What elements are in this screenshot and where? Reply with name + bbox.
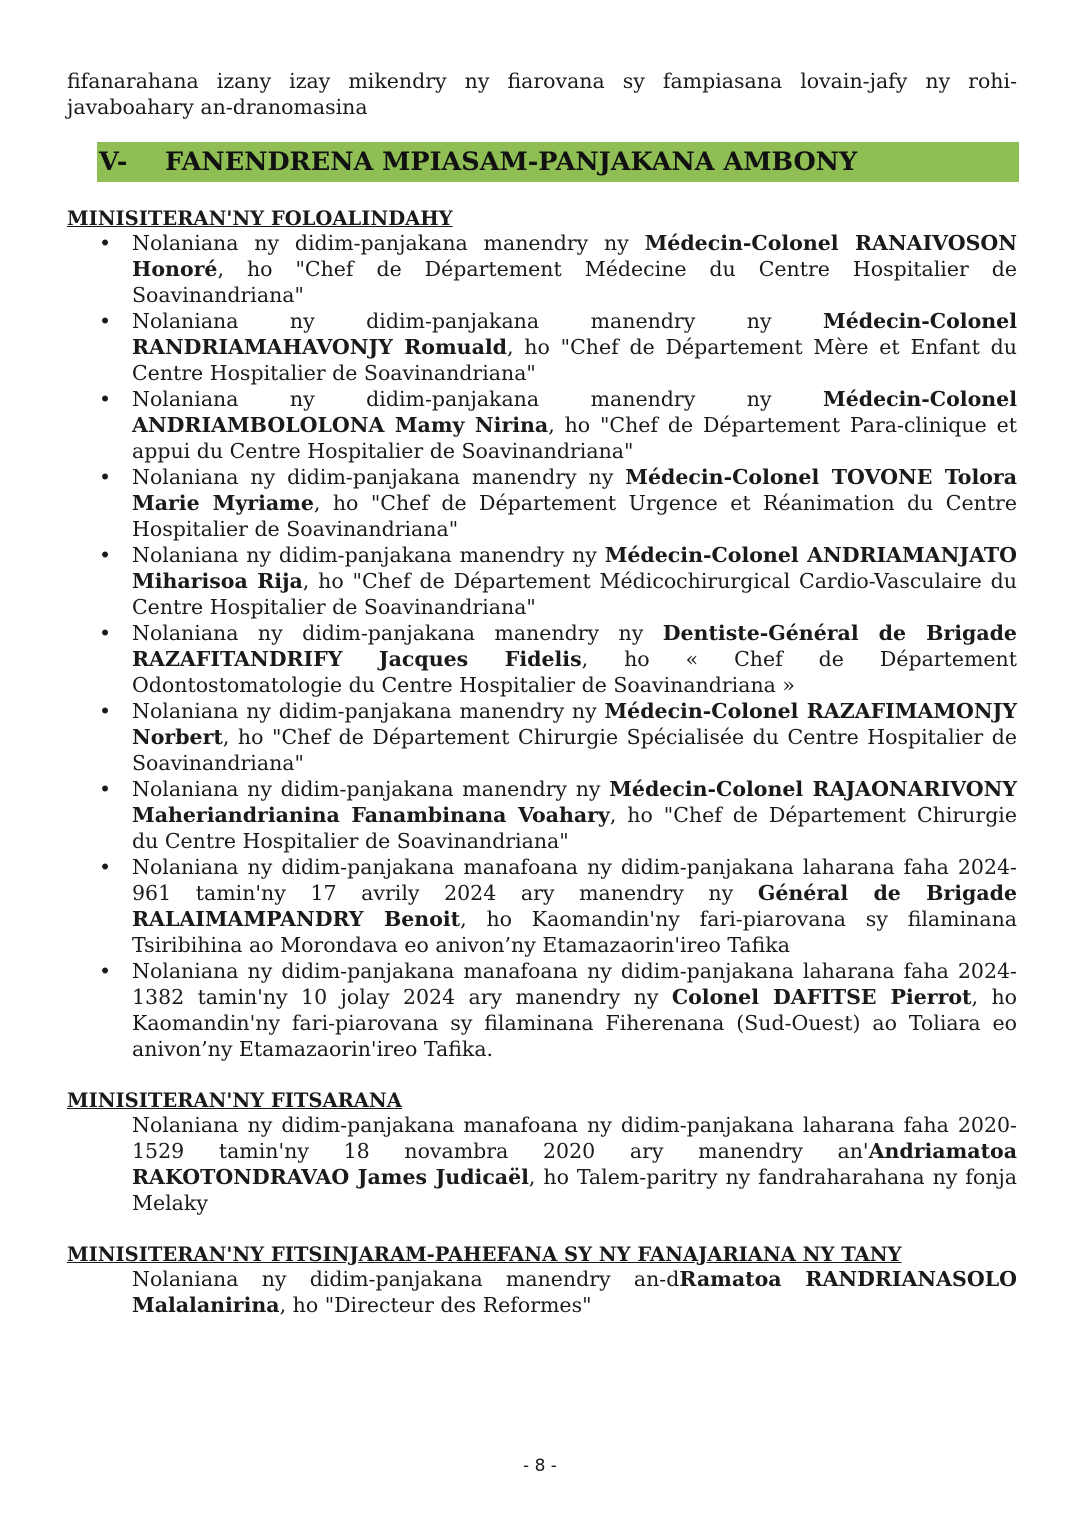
section-number: V- bbox=[99, 147, 128, 177]
ministry-heading: MINISITERAN'NY FOLOALINDAHY bbox=[67, 207, 453, 230]
list-item: • Nolaniana ny didim-panjakana manendry ny Médecin-Colonel RANDRIAMAHAVONJY Romuald, ho "Chef de Département Mère et Enfant du Centre Hospitalier de Soavinandriana" bbox=[132, 308, 1017, 386]
section-title: FANENDRENA MPIASAM-PANJAKANA AMBONY bbox=[165, 147, 858, 177]
ministry-heading: MINISITERAN'NY FITSINJARAM-PAHEFANA SY NY FANAJARIANA NY TANY bbox=[67, 1243, 902, 1266]
list-item: • Nolaniana ny didim-panjakana manendry ny Dentiste-Général de Brigade RAZAFITANDRIFY Jacques Fidelis, ho « Chef de Département Odontostomatologie du Centre Hospitalier de Soavinandriana » bbox=[132, 620, 1017, 698]
ministry-paragraph: Nolaniana ny didim-panjakana manendry an-dRamatoa RANDRIANASOLO Malalanirina, ho "Directeur des Reformes" bbox=[132, 1267, 1017, 1317]
list-item: • Nolaniana ny didim-panjakana manendry ny Médecin-Colonel RAJAONARIVONY Maheriandrianina Fanambinana Voahary, ho "Chef de Département Chirurgie du Centre Hospitalier de Soavinandriana" bbox=[132, 776, 1017, 854]
section-heading bbox=[97, 142, 1019, 182]
list-item: • Nolaniana ny didim-panjakana manafoana ny didim-panjakana laharana faha 2024-1382 tamin'ny 10 jolay 2024 ary manendry ny Colonel DAFITSE Pierrot, ho Kaomandin'ny fari-piarovana sy filaminana Fiherenana (Sud-Ouest) ao Toliara eo anivon’ny Etamazaorin'ireo Tafika. bbox=[132, 958, 1017, 1062]
ministry-heading: MINISITERAN'NY FITSARANA bbox=[67, 1089, 402, 1112]
document-page bbox=[67, 68, 1017, 1318]
list-item: • Nolaniana ny didim-panjakana manafoana ny didim-panjakana laharana faha 2024-961 tamin'ny 17 avrily 2024 ary manendry ny Général de Brigade RALAIMAMPANDRY Benoit, ho Kaomandin'ny fari-piarovana sy filaminana Tsiribihina ao Morondava eo anivon’ny Etamazaorin'ireo Tafika bbox=[132, 854, 1017, 958]
intro-paragraph: fifanarahana izany izay mikendry ny fiarovana sy fampiasana lovain-jafy ny rohi-javaboahary an-dranomasina bbox=[67, 69, 1017, 119]
ministry-paragraph: Nolaniana ny didim-panjakana manafoana ny didim-panjakana laharana faha 2020-1529 tamin'ny 18 novambra 2020 ary manendry an'Andriamatoa RAKOTONDRAVAO James Judicaël, ho Talem-paritry ny fandraharahana ny fonja Melaky bbox=[132, 1113, 1017, 1215]
list-item: • Nolaniana ny didim-panjakana manendry ny Médecin-Colonel TOVONE Tolora Marie Myriame, ho "Chef de Département Urgence et Réanimation du Centre Hospitalier de Soavinandriana" bbox=[132, 464, 1017, 542]
list-item: • Nolaniana ny didim-panjakana manendry ny Médecin-Colonel RANAIVOSON Honoré, ho "Chef de Département Médecine du Centre Hospitalier de Soavinandriana" bbox=[132, 230, 1017, 308]
appointment-list bbox=[67, 230, 1017, 1062]
list-item: • Nolaniana ny didim-panjakana manendry ny Médecin-Colonel ANDRIAMBOLOLONA Mamy Nirina, ho "Chef de Département Para-clinique et appui du Centre Hospitalier de Soavinandriana" bbox=[132, 386, 1017, 464]
list-item: • Nolaniana ny didim-panjakana manendry ny Médecin-Colonel ANDRIAMANJATO Miharisoa Rija, ho "Chef de Département Médicochirurgical Cardio-Vasculaire du Centre Hospitalier de Soavinandriana" bbox=[132, 542, 1017, 620]
page-number: - 8 - bbox=[523, 1456, 557, 1476]
list-item: • Nolaniana ny didim-panjakana manendry ny Médecin-Colonel RAZAFIMAMONJY Norbert, ho "Chef de Département Chirurgie Spécialisée du Centre Hospitalier de Soavinandriana" bbox=[132, 698, 1017, 776]
